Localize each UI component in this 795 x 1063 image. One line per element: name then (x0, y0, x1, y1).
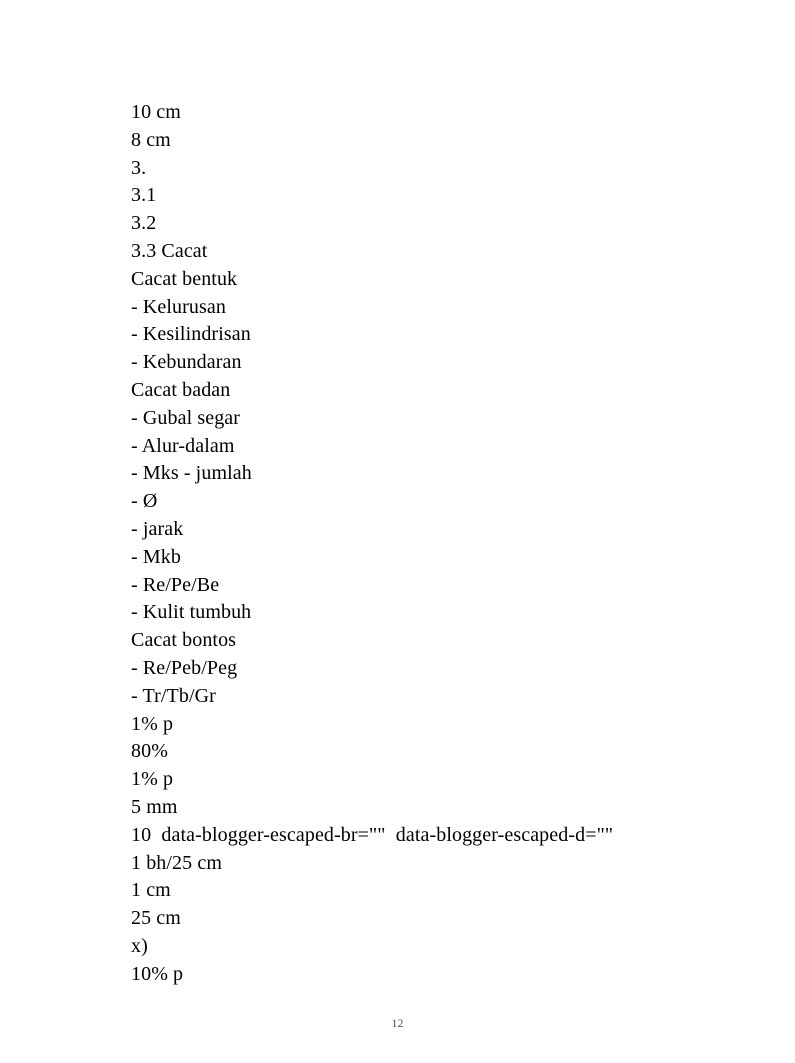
document-body (131, 99, 731, 989)
text-line: - Alur-dalam (131, 434, 235, 457)
text-line: 10 data-blogger-escaped-br="" data-blogger-escaped-d="" (131, 823, 614, 846)
text-line: 5 mm (131, 795, 178, 818)
text-line: 1% p (131, 712, 174, 735)
text-line: 3.3 Cacat (131, 239, 208, 262)
text-line: 3. (131, 156, 147, 179)
text-line: - Gubal segar (131, 406, 241, 429)
text-line: - jarak (131, 517, 184, 540)
text-line: 10% p (131, 962, 184, 985)
text-line: - Kesilindrisan (131, 323, 251, 346)
text-line: - Kebundaran (131, 351, 242, 374)
text-line: - Kulit tumbuh (131, 601, 252, 624)
text-line: 1 cm (131, 879, 171, 902)
text-line: 8 cm (131, 128, 171, 151)
text-line: 80% (131, 740, 168, 763)
text-line: Cacat bentuk (131, 267, 238, 290)
text-line: - Ø (131, 490, 158, 513)
text-line: - Re/Peb/Peg (131, 656, 238, 679)
text-line: 1 bh/25 cm (131, 851, 222, 874)
text-line: 1% p (131, 768, 174, 791)
text-line: - Mkb (131, 545, 181, 568)
text-line: - Tr/Tb/Gr (131, 684, 216, 707)
text-line: 3.2 (131, 212, 157, 235)
text-line: - Re/Pe/Be (131, 573, 220, 596)
text-line: 10 cm (131, 101, 181, 123)
text-line: 3.1 (131, 184, 157, 207)
page-number: 12 (391, 1016, 404, 1030)
text-line: Cacat badan (131, 378, 231, 401)
text-line: Cacat bontos (131, 629, 237, 652)
text-line: 25 cm (131, 907, 181, 930)
text-line: x) (131, 934, 148, 957)
text-line: - Mks - jumlah (131, 462, 252, 485)
text-line: - Kelurusan (131, 295, 226, 318)
